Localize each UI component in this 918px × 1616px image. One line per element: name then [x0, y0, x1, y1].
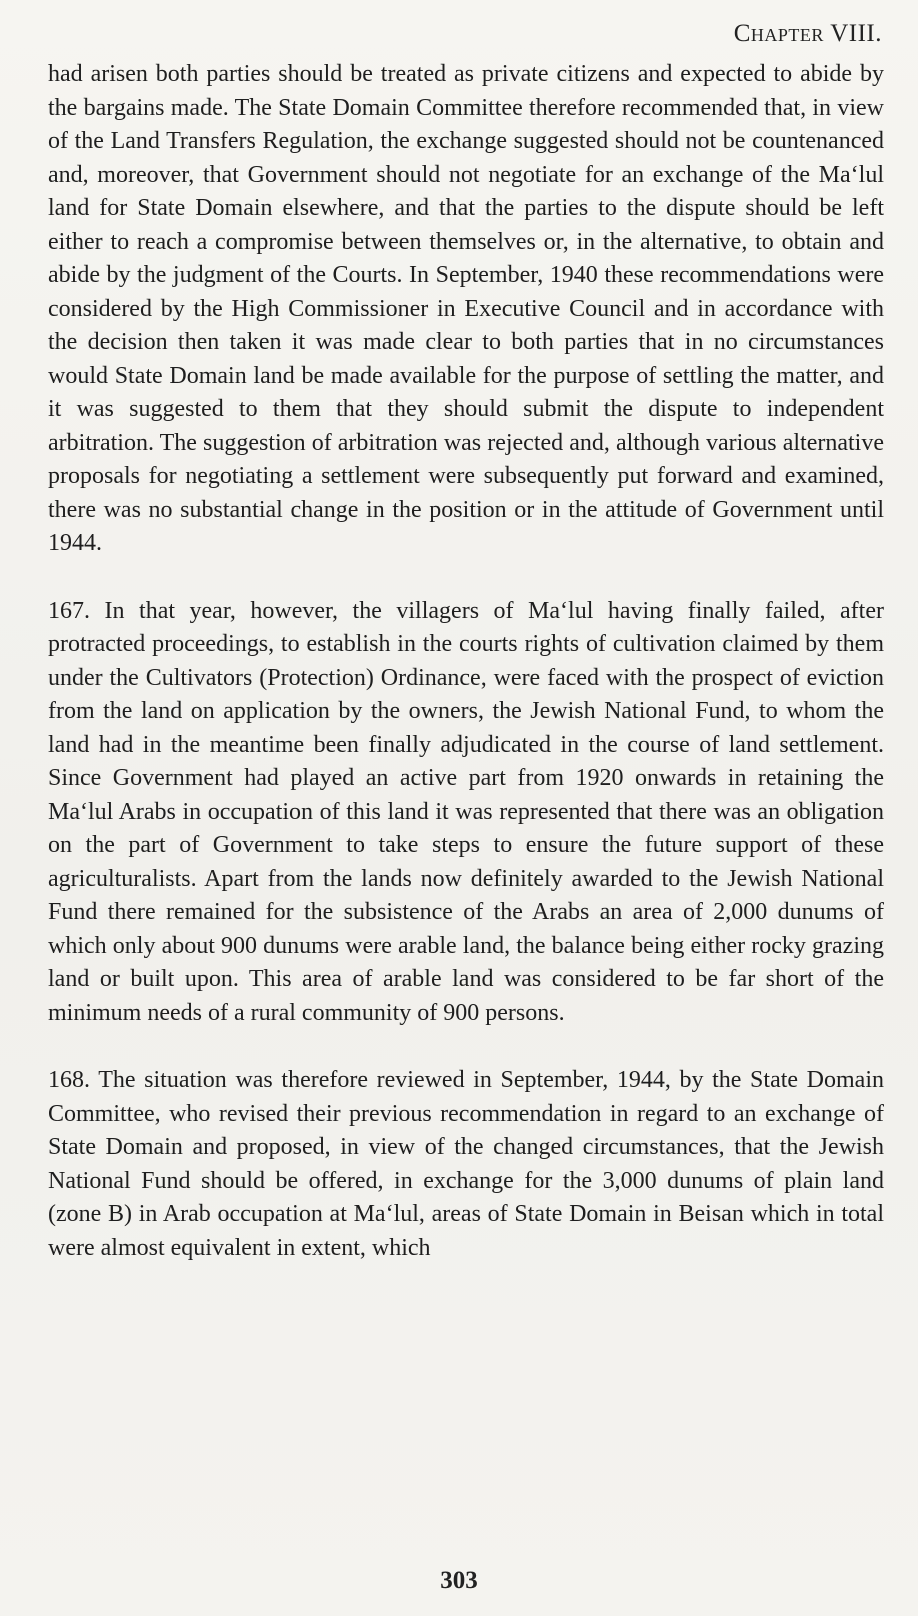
chapter-heading: Chapter VIII.: [733, 20, 882, 47]
page-number: 303: [440, 1567, 478, 1594]
paragraph-continuation: had arisen both parties should be treated as private citizens and expected to abide by the bargains made. The State Domain Committee therefore recommended that, in view of the Land Transfers Regulation, the exchange suggested should not be countenanced and, moreover, that Government should not negotiate for an exchange of the Ma‘lul land for State Domain elsewhere, and that the parties to the dispute should be left either to reach a compromise between themselves or, in the alternative, to obtain and abide by the judgment of the Courts. In September, 1940 these recommendations were considered by the High Commissioner in Executive Council and in accordance with the decision then taken it was made clear to both parties that in no circumstances would State Domain land be made available for the purpose of settling the matter, and it was suggested to them that they should submit the dispute to independent arbitration. The suggestion of arbitration was rejected and, although various alternative proposals for negotiating a settlement were subsequently put forward and examined, there was no substantial change in the position or in the attitude of Government until 1944.: [48, 61, 884, 556]
paragraph-168: 168. The situation was therefore reviewed in September, 1944, by the State Domain Committee, who revised their previous recommendation in regard to an exchange of State Domain and proposed, in view of the changed circumstances, that the Jewish National Fund should be offered, in exchange for the 3,000 dunums of plain land (zone B) in Arab occupation at Ma‘lul, areas of State Domain in Beisan which in total were almost equivalent in extent, which: [48, 1067, 884, 1261]
paragraph-167: 167. In that year, however, the villagers of Ma‘lul having finally failed, after protracted proceedings, to establish in the courts rights of cultivation claimed by them under the Cultivators (Protection) Ordinance, were faced with the prospect of eviction from the land on application by the owners, the Jewish National Fund, to whom the land had in the meantime been finally adjudicated in the course of land settlement. Since Government had played an active part from 1920 onwards in retaining the Ma‘lul Arabs in occupation of this land it was represented that there was an obligation on the part of Government to take steps to ensure the future support of these agriculturalists. Apart from the lands now definitely awarded to the Jewish National Fund there remained for the subsistence of the Arabs an area of 2,000 dunums of which only about 900 dunums were arable land, the balance being either rocky grazing land or built upon. This area of arable land was considered to be far short of the minimum needs of a rural community of 900 persons.: [48, 597, 884, 1026]
body-text: [48, 58, 884, 1265]
